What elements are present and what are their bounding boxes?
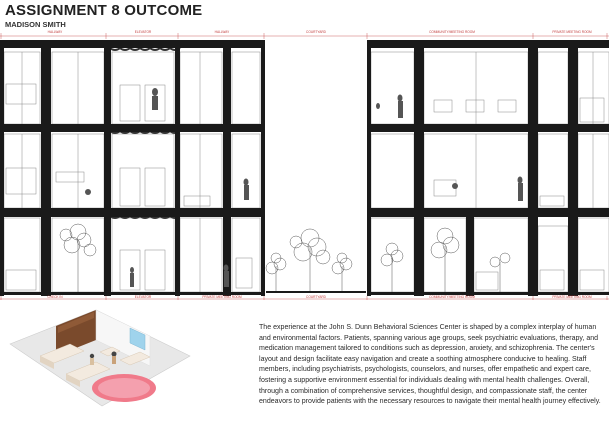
bottom-label-private-room: PRIVATE MEETING ROOM <box>202 295 242 299</box>
project-description: The experience at the John S. Dunn Behavioral Sciences Center is shaped by a complex interplay of human and environmental factors. Patients, spanning various age groups, seek psychiatric evaluations, therapy, and medication management tailored to conditions such as depression, anxiety, and schizophrenia. The center's layout and design facilitate easy navigation and create a soothing atmosphere conducive to healing. Staff members, including psychiatrists, psychologists, counselors, and nurses, offer empathetic and expert care, fostering a supportive environment essential for individuals dealing with mental health challenges. Overall, through a combination of comprehensive services, thoughtful design, and compassionate staff, the center endeavors to provide patients with the necessary resources to navigate their mental health journey effectively. <box>259 324 601 406</box>
left-building <box>0 40 265 296</box>
page-title: ASSIGNMENT 8 OUTCOME <box>5 2 203 19</box>
bottom-label-check-in: CHECK IN <box>47 295 63 299</box>
author-name: MADISON SMITH <box>5 20 66 29</box>
courtyard <box>266 229 366 292</box>
top-label-courtyard: COURTYARD <box>306 30 326 34</box>
top-label-elevator: ELEVATOR <box>134 30 152 34</box>
bottom-label-elevator: ELEVATOR <box>134 295 152 299</box>
person-icon <box>112 352 117 357</box>
top-label-hallway-1: HALLWAY <box>47 30 63 34</box>
bottom-label-community-room: COMMUNITY/MEETING ROOM <box>429 295 475 299</box>
top-dimension-line <box>0 33 609 39</box>
top-label-community-room: COMMUNITY/MEETING ROOM <box>429 30 475 34</box>
right-building <box>367 40 609 296</box>
bottom-label-private-room-2: PRIVATE MEETING ROOM <box>552 295 592 299</box>
bottom-label-courtyard: COURTYARD <box>306 295 326 299</box>
isometric-room-illustration <box>0 296 200 426</box>
top-label-hallway-2: HALLWAY <box>214 30 230 34</box>
top-label-private-room: PRIVATE MEETING ROOM <box>552 30 592 34</box>
person-icon <box>90 354 94 358</box>
